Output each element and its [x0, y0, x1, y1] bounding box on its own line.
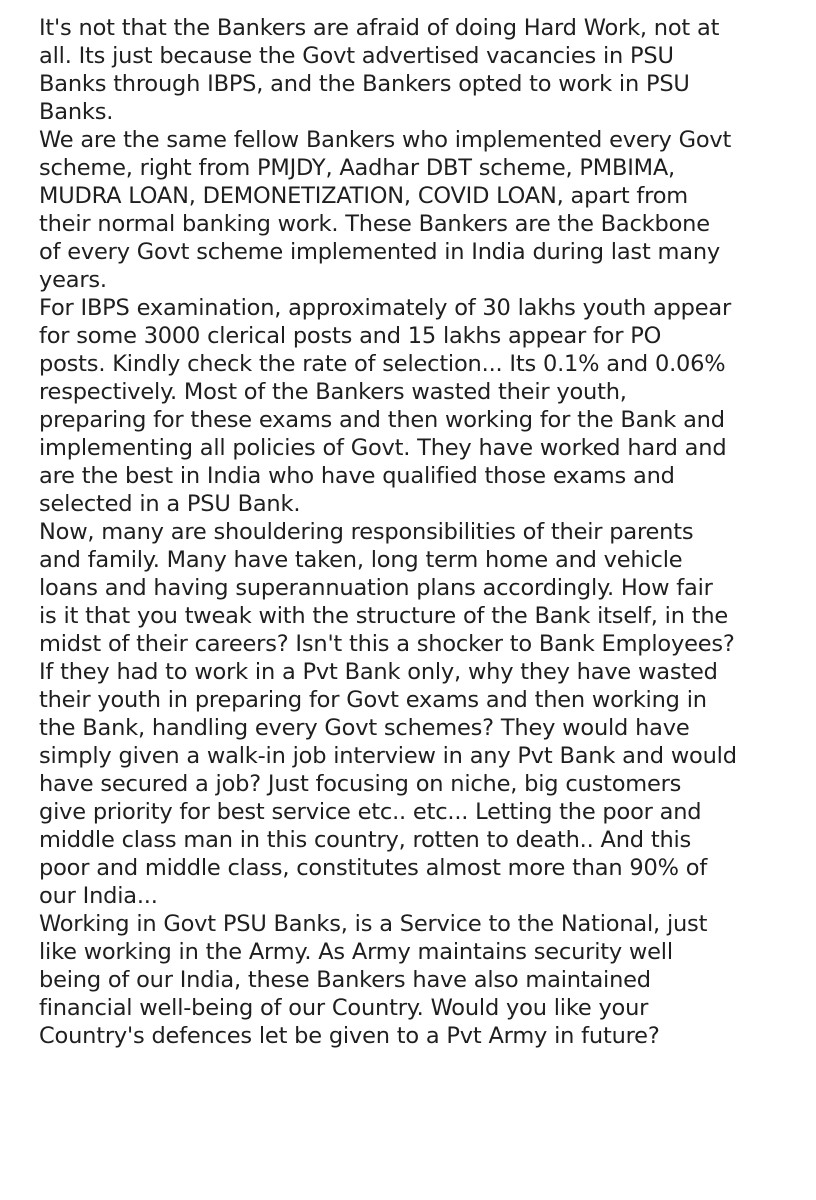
text-line: posts. Kindly check the rate of selection... Its 0.1% and 0.06%: [39, 351, 726, 377]
text-line: For IBPS examination, approximately of 30 lakhs youth appear: [39, 295, 732, 321]
text-line: financial well-being of our Country. Would you like your: [39, 995, 649, 1021]
text-line: respectively. Most of the Bankers wasted their youth,: [39, 379, 627, 405]
text-line: simply given a walk-in job interview in any Pvt Bank and would: [39, 743, 737, 769]
text-line: Working in Govt PSU Banks, is a Service to the National, just: [39, 911, 708, 937]
text-line: If they had to work in a Pvt Bank only, why they have wasted: [39, 659, 718, 685]
text-line: is it that you tweak with the structure of the Bank itself, in the: [39, 603, 729, 629]
text-line: Banks.: [39, 99, 114, 125]
text-line: like working in the Army. As Army maintains security well: [39, 939, 673, 965]
text-line: Banks through IBPS, and the Bankers opted to work in PSU: [39, 71, 690, 97]
text-line: Now, many are shouldering responsibilities of their parents: [39, 519, 694, 545]
text-line: Country's defences let be given to a Pvt Army in future?: [39, 1023, 660, 1049]
text-line: implementing all policies of Govt. They have worked hard and: [39, 435, 727, 461]
text-line: It's not that the Bankers are afraid of doing Hard Work, not at: [39, 15, 720, 41]
text-line: our India...: [39, 883, 158, 909]
text-line: the Bank, handling every Govt schemes? They would have: [39, 715, 690, 741]
text-line: We are the same fellow Bankers who implemented every Govt: [39, 127, 732, 153]
text-line: years.: [39, 267, 107, 293]
text-line: being of our India, these Bankers have also maintained: [39, 967, 651, 993]
text-line: have secured a job? Just focusing on niche, big customers: [39, 771, 682, 797]
text-line: selected in a PSU Bank.: [39, 491, 301, 517]
text-line: loans and having superannuation plans accordingly. How fair: [39, 575, 713, 601]
text-line: MUDRA LOAN, DEMONETIZATION, COVID LOAN, apart from: [39, 183, 688, 209]
text-line: all. Its just because the Govt advertised vacancies in PSU: [39, 43, 674, 69]
text-line: of every Govt scheme implemented in India during last many: [39, 239, 721, 265]
text-line: scheme, right from PMJDY, Aadhar DBT scheme, PMBIMA,: [39, 155, 675, 181]
text-line: their youth in preparing for Govt exams and then working in: [39, 687, 707, 713]
text-line: their normal banking work. These Bankers are the Backbone: [39, 211, 710, 237]
text-line: middle class man in this country, rotten to death.. And this: [39, 827, 692, 853]
text-line: are the best in India who have qualified those exams and: [39, 463, 675, 489]
text-line: preparing for these exams and then working for the Bank and: [39, 407, 725, 433]
text-line: for some 3000 clerical posts and 15 lakhs appear for PO: [39, 323, 662, 349]
text-line: and family. Many have taken, long term home and vehicle: [39, 547, 683, 573]
text-line: give priority for best service etc.. etc... Letting the poor and: [39, 799, 702, 825]
text-line: poor and middle class, constitutes almost more than 90% of: [39, 855, 708, 881]
text-line: midst of their careers? Isn't this a shocker to Bank Employees?: [39, 631, 735, 657]
